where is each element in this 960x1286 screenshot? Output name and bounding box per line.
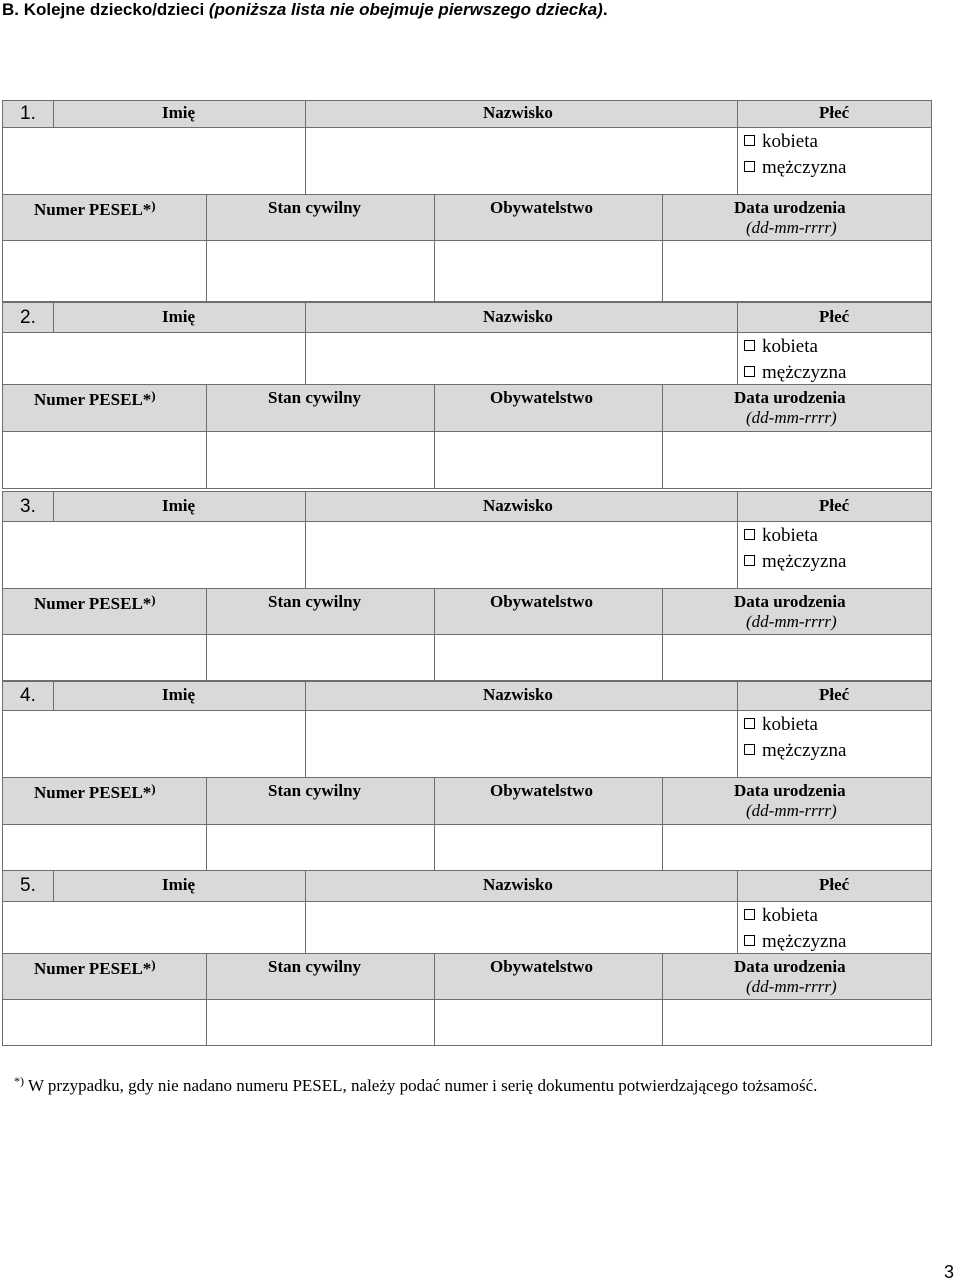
child-block-5 — [2, 870, 932, 1046]
section-heading: B. Kolejne dziecko/dzieci (poniższa lista nie obejmuje pierwszego dziecka). — [2, 0, 608, 19]
kobieta-label: kobieta — [762, 131, 818, 152]
stan-field[interactable] — [206, 824, 435, 871]
data-field[interactable] — [662, 999, 932, 1046]
kobieta-option[interactable] — [744, 714, 818, 736]
obywatelstwo-label: Obywatelstwo — [490, 781, 593, 800]
data-format: (dd-mm-rrrr) — [746, 408, 837, 427]
imie-label: Imię — [162, 306, 196, 326]
kobieta-checkbox[interactable] — [744, 529, 755, 540]
obywatelstwo-label: Obywatelstwo — [490, 388, 593, 407]
imie-label: Imię — [162, 495, 196, 515]
mezczyzna-label: mężczyzna — [762, 362, 847, 383]
data-label: Data urodzenia — [734, 781, 846, 800]
mezczyzna-option[interactable] — [744, 740, 846, 762]
footnote-mark: *) — [14, 1074, 24, 1088]
pesel-field[interactable] — [2, 634, 207, 681]
obywatelstwo-label: Obywatelstwo — [490, 957, 593, 976]
obywatelstwo-field[interactable] — [434, 999, 663, 1046]
data-field[interactable] — [662, 824, 932, 871]
stan-label: Stan cywilny — [268, 388, 362, 407]
data-format: (dd-mm-rrrr) — [746, 218, 837, 237]
mezczyzna-label: mężczyzna — [762, 931, 847, 952]
kobieta-label: kobieta — [762, 336, 818, 357]
mezczyzna-option[interactable] — [744, 931, 846, 953]
kobieta-option[interactable] — [744, 131, 818, 153]
child-block-1 — [2, 100, 932, 302]
plec-label: Płeć — [819, 685, 850, 704]
kobieta-label: kobieta — [762, 525, 818, 546]
child-number: 5. — [20, 875, 36, 896]
mezczyzna-checkbox[interactable] — [744, 935, 755, 946]
plec-label: Płeć — [819, 495, 850, 515]
obywatelstwo-field[interactable] — [434, 634, 663, 681]
data-format: (dd-mm-rrrr) — [746, 612, 837, 631]
footnote-text: W przypadku, gdy nie nadano numeru PESEL, należy podać numer i serię dokumentu potwierdzającego tożsamość. — [24, 1076, 818, 1095]
nazwisko-label: Nazwisko — [483, 495, 553, 515]
nazwisko-field[interactable] — [305, 901, 738, 954]
imie-label: Imię — [162, 685, 196, 704]
kobieta-label: kobieta — [762, 905, 818, 926]
pesel-label: Numer PESEL*) — [34, 388, 156, 409]
imie-field[interactable] — [2, 710, 306, 778]
stan-label: Stan cywilny — [268, 957, 362, 976]
mezczyzna-label: mężczyzna — [762, 551, 847, 572]
data-label: Data urodzenia — [734, 388, 846, 407]
mezczyzna-checkbox[interactable] — [744, 161, 755, 172]
kobieta-option[interactable] — [744, 336, 818, 358]
mezczyzna-checkbox[interactable] — [744, 744, 755, 755]
kobieta-label: kobieta — [762, 714, 818, 735]
page-number: 3 — [943, 1262, 954, 1282]
child-number: 2. — [20, 306, 36, 328]
nazwisko-field[interactable] — [305, 710, 738, 778]
mezczyzna-option[interactable] — [744, 551, 846, 573]
nazwisko-label: Nazwisko — [483, 875, 553, 894]
mezczyzna-checkbox[interactable] — [744, 555, 755, 566]
pesel-label: Numer PESEL*) — [34, 198, 156, 219]
child-block-2 — [2, 302, 932, 489]
kobieta-checkbox[interactable] — [744, 909, 755, 920]
data-field[interactable] — [662, 240, 932, 302]
imie-label: Imię — [162, 103, 196, 122]
pesel-label: Numer PESEL*) — [34, 592, 156, 613]
plec-label: Płeć — [819, 875, 850, 894]
nazwisko-label: Nazwisko — [483, 306, 553, 326]
stan-field[interactable] — [206, 240, 435, 302]
obywatelstwo-label: Obywatelstwo — [490, 198, 593, 217]
data-format: (dd-mm-rrrr) — [746, 801, 837, 820]
data-label: Data urodzenia — [734, 198, 846, 217]
obywatelstwo-label: Obywatelstwo — [490, 592, 593, 611]
nazwisko-field[interactable] — [305, 127, 738, 195]
data-field[interactable] — [662, 431, 932, 489]
stan-label: Stan cywilny — [268, 781, 362, 800]
obywatelstwo-field[interactable] — [434, 240, 663, 302]
pesel-field[interactable] — [2, 824, 207, 871]
stan-field[interactable] — [206, 634, 435, 681]
mezczyzna-label: mężczyzna — [762, 157, 847, 178]
imie-field[interactable] — [2, 127, 306, 195]
data-label: Data urodzenia — [734, 957, 846, 976]
imie-field[interactable] — [2, 901, 306, 954]
imie-field[interactable] — [2, 521, 306, 589]
obywatelstwo-field[interactable] — [434, 431, 663, 489]
nazwisko-label: Nazwisko — [483, 103, 553, 122]
pesel-label: Numer PESEL*) — [34, 957, 156, 978]
child-block-3 — [2, 491, 932, 681]
child-number: 4. — [20, 685, 36, 706]
nazwisko-field[interactable] — [305, 332, 738, 385]
pesel-label: Numer PESEL*) — [34, 781, 156, 802]
footnote — [14, 1076, 817, 1096]
data-label: Data urodzenia — [734, 592, 846, 611]
child-number: 1. — [20, 103, 36, 124]
mezczyzna-checkbox[interactable] — [744, 366, 755, 377]
stan-label: Stan cywilny — [268, 592, 362, 611]
plec-label: Płeć — [819, 306, 850, 326]
pesel-field[interactable] — [2, 431, 207, 489]
nazwisko-label: Nazwisko — [483, 685, 553, 704]
obywatelstwo-field[interactable] — [434, 824, 663, 871]
mezczyzna-option[interactable] — [744, 362, 846, 384]
mezczyzna-label: mężczyzna — [762, 740, 847, 761]
child-number: 3. — [20, 495, 36, 517]
kobieta-checkbox[interactable] — [744, 340, 755, 351]
imie-field[interactable] — [2, 332, 306, 385]
kobieta-option[interactable] — [744, 905, 818, 927]
kobieta-option[interactable] — [744, 525, 818, 547]
child-block-4 — [2, 681, 932, 871]
plec-label: Płeć — [819, 103, 850, 122]
stan-field[interactable] — [206, 999, 435, 1046]
imie-label: Imię — [162, 875, 196, 894]
pesel-field[interactable] — [2, 240, 207, 302]
stan-label: Stan cywilny — [268, 198, 362, 217]
data-field[interactable] — [662, 634, 932, 681]
kobieta-checkbox[interactable] — [744, 135, 755, 146]
data-format: (dd-mm-rrrr) — [746, 977, 837, 996]
mezczyzna-option[interactable] — [744, 157, 846, 179]
nazwisko-field[interactable] — [305, 521, 738, 589]
kobieta-checkbox[interactable] — [744, 718, 755, 729]
pesel-field[interactable] — [2, 999, 207, 1046]
stan-field[interactable] — [206, 431, 435, 489]
